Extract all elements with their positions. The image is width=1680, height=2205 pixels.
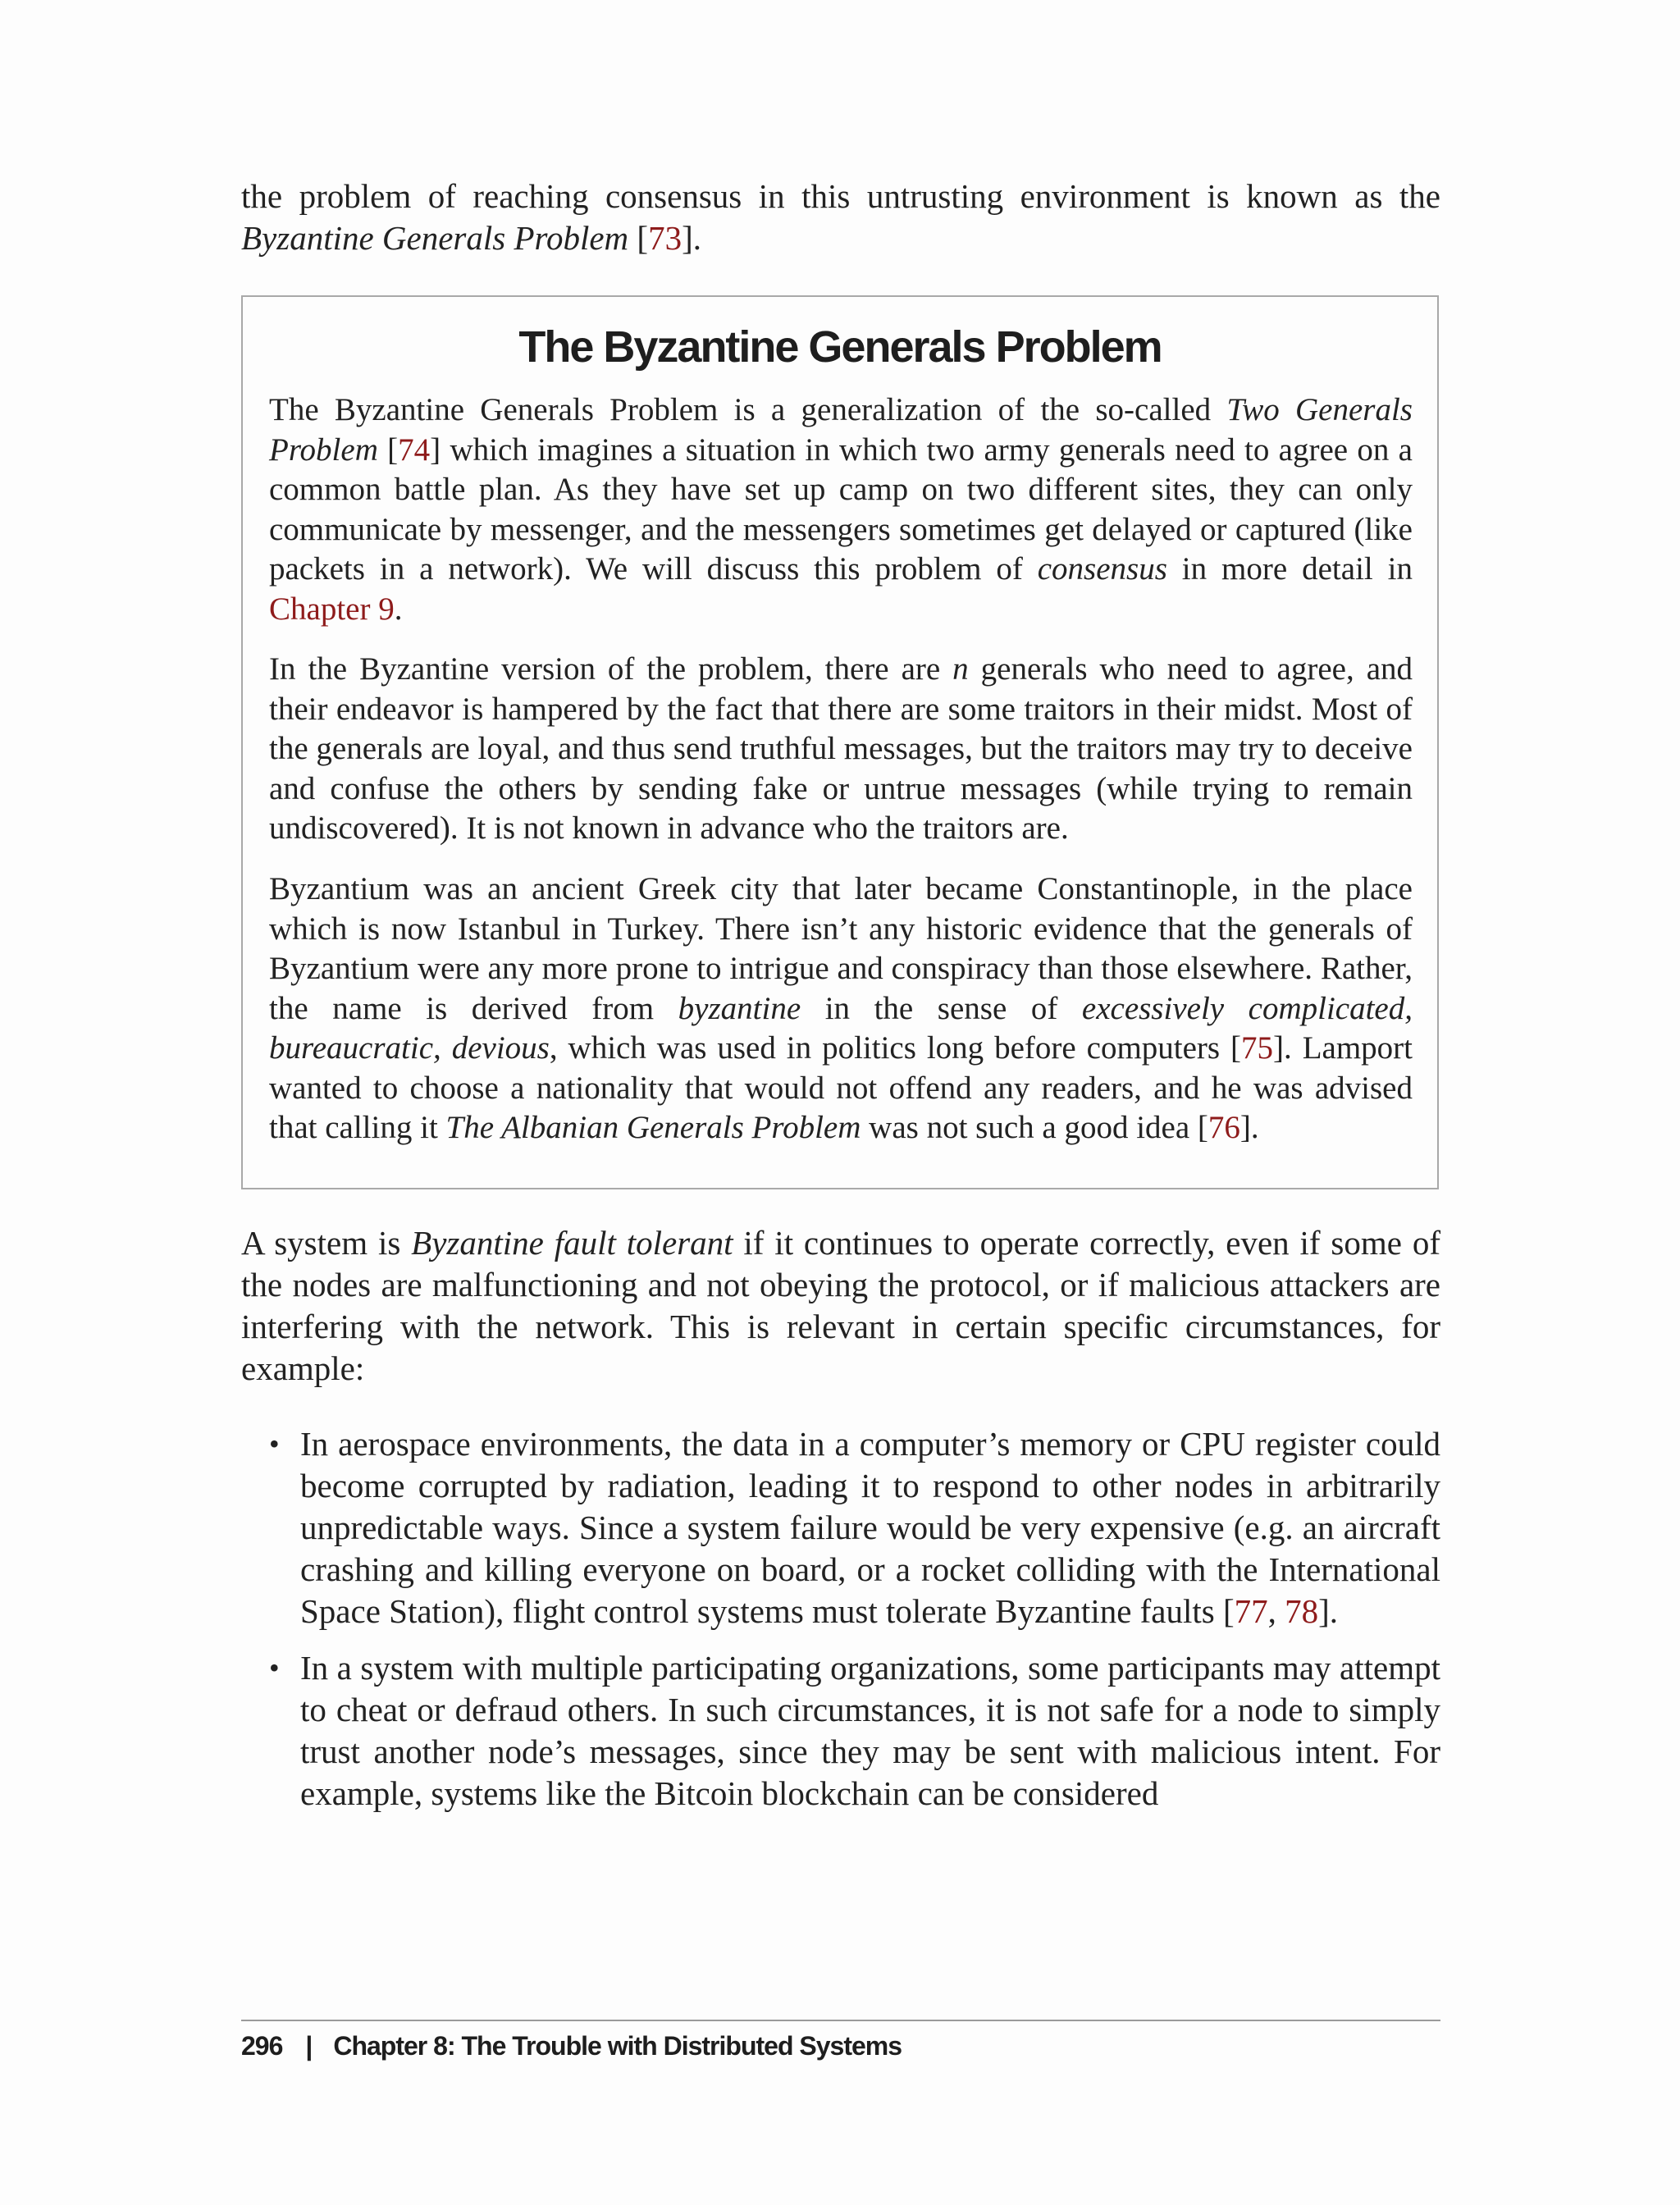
citation-link-75[interactable]: 75 bbox=[1241, 1030, 1274, 1066]
variable-n: n bbox=[952, 651, 969, 687]
body-paragraph bbox=[241, 1222, 1440, 1390]
sidebar-text: . bbox=[394, 591, 403, 627]
bullet-text: , bbox=[1267, 1592, 1285, 1630]
sidebar-text: in more detail in bbox=[1166, 551, 1413, 587]
bullet-text: ]. bbox=[1318, 1592, 1339, 1630]
bullet-item-organizations bbox=[241, 1647, 1440, 1815]
intro-paragraph bbox=[241, 176, 1440, 259]
bullet-text: In a system with multiple participating organizations, some participants may attempt to cheat or defraud others. In such circumstances, it is not safe for a node to simply trust another node’s messages, since they may be sent with malicious intent. For example, systems like the Bitcoin blockchain can be considered bbox=[300, 1649, 1440, 1812]
term-excessively-complicated: excessively complicated, bureaucratic, devious bbox=[269, 990, 1413, 1066]
sidebar-title: The Byzantine Generals Problem bbox=[518, 322, 1162, 372]
citation-link-76[interactable]: 76 bbox=[1208, 1110, 1240, 1145]
citation-link-77[interactable]: 77 bbox=[1234, 1592, 1268, 1630]
sidebar-text: was not such a good idea [ bbox=[861, 1110, 1208, 1145]
page-number: 296 bbox=[241, 2031, 283, 2061]
intro-text: ]. bbox=[682, 219, 701, 257]
intro-text: the problem of reaching consensus in this untrusting environment is known as the bbox=[241, 177, 1440, 215]
sidebar-paragraph-1 bbox=[269, 390, 1413, 629]
bullet-item-aerospace bbox=[241, 1423, 1440, 1632]
term-consensus: consensus bbox=[1037, 551, 1167, 587]
body-text: if it continues to operate correctly, even if some of the nodes are malfunctioning and not obeying the protocol, or if malicious attackers are interfering with the network. This is relevant in certain specific circumstances, for example: bbox=[241, 1224, 1440, 1387]
sidebar-text: generals who need to agree, and their endeavor is hampered by the fact that there are some traitors in their midst. Most of the generals are loyal, and thus send truthful messages, but the traitors may try to deceive and confuse the others by sending fake or untrue messages (while trying to remain undiscovered). It is not known in advance who the traitors are. bbox=[269, 651, 1413, 846]
page-footer bbox=[241, 2031, 902, 2061]
sidebar-box bbox=[241, 295, 1439, 1189]
sidebar-text: in the sense of bbox=[801, 990, 1082, 1026]
bullet-dot-icon: • bbox=[269, 1427, 280, 1460]
sidebar-text: In the Byzantine version of the problem, there are bbox=[269, 651, 953, 687]
term-byzantine-fault-tolerant: Byzantine fault tolerant bbox=[411, 1224, 733, 1262]
bullet-text: In aerospace environments, the data in a computer’s memory or CPU register could become corrupted by radiation, leading it to respond to other nodes in arbitrarily unpredictable ways. Since a system failure would be very expensive (e.g. an aircraft crashing and killing everyone on board, or a rocket colliding with the International Space Station), flight control systems must tolerate Byzantine faults [ bbox=[300, 1425, 1440, 1630]
body-text: A system is bbox=[241, 1224, 412, 1262]
term-albanian-generals-problem: The Albanian Generals Problem bbox=[445, 1110, 861, 1145]
citation-link-74[interactable]: 74 bbox=[398, 431, 431, 468]
sidebar-paragraph-2 bbox=[269, 650, 1413, 849]
intro-term-byzantine-generals-problem: Byzantine Generals Problem bbox=[241, 219, 629, 257]
sidebar-text: The Byzantine Generals Problem is a generalization of the so-called bbox=[269, 392, 1227, 427]
chapter-9-link[interactable]: Chapter 9 bbox=[269, 591, 395, 627]
citation-link-73[interactable]: 73 bbox=[648, 219, 682, 257]
sidebar-text: ]. bbox=[1239, 1110, 1259, 1145]
footer-divider bbox=[241, 2020, 1440, 2021]
term-byzantine: byzantine bbox=[678, 990, 801, 1026]
sidebar-paragraph-3 bbox=[269, 870, 1413, 1148]
sidebar-text: , which was used in politics long before computers [ bbox=[549, 1030, 1242, 1066]
sidebar-text: Byzantium was an ancient Greek city that later became Constantinople, in the place which is now Istanbul in Turkey. There isn’t any historic evidence that the generals of Byzantium were any more prone to intrigue and conspiracy than those elsewhere. Rather, the name is derived from bbox=[269, 871, 1413, 1026]
sidebar-text: [ bbox=[377, 431, 399, 468]
term-two-generals-problem: Two Generals Problem bbox=[269, 392, 1413, 468]
bullet-dot-icon: • bbox=[269, 1651, 280, 1684]
bullet-list bbox=[241, 1423, 1440, 1815]
footer-separator: | bbox=[305, 2031, 313, 2061]
intro-text: [ bbox=[628, 219, 649, 257]
sidebar-text: ] which imagines a situation in which two army generals need to agree on a common battle plan. As they have set up camp on two different sites, they can only communicate by messenger, and the messengers sometimes get delayed or captured (like packets in a network). We will discuss this problem of bbox=[269, 431, 1413, 587]
sidebar-text: ]. Lamport wanted to choose a nationality that would not offend any readers, and he was advised that calling it bbox=[269, 1030, 1413, 1145]
citation-link-78[interactable]: 78 bbox=[1285, 1592, 1319, 1630]
footer-chapter-title: Chapter 8: The Trouble with Distributed Systems bbox=[333, 2031, 902, 2061]
